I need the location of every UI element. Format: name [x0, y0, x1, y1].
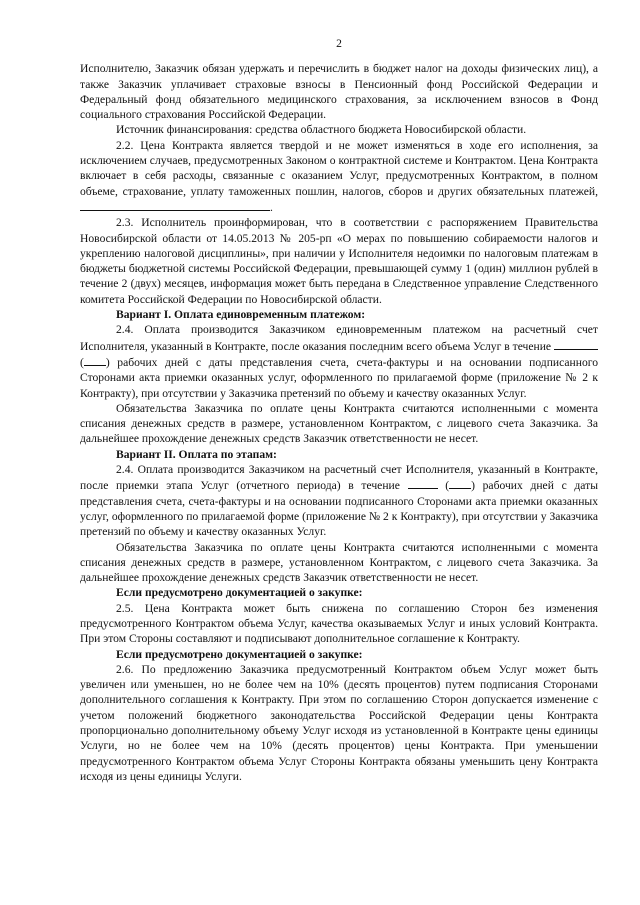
paragraph-taxes: Исполнителю, Заказчик обязан удержать и перечислить в бюджет налог на доходы физических лиц), а также Заказчик уплачивает страховые взносы в Пенсионный фонд Российской Федерации и Федеральный фонд обязательного медицинского страхования, за исключением взносов в Фонд социального страхования Российской Федерации.: [80, 62, 598, 122]
paragraph-obligations-2: Обязательства Заказчика по оплате цены Контракта считаются исполненными с момента списания денежных средств в размере, установленном Контрактом, с лицевого счета Заказчика. За дальнейшее прохождение денежных средств Заказчик ответственности не несет.: [80, 540, 598, 585]
variant-2-heading: Вариант II. Оплата по этапам:: [116, 447, 277, 461]
paragraph-2-2: 2.2. Цена Контракта является твердой и не может изменяться в ходе его исполнения, за исключением случаев, предусмотренных Законом о контрактной системе и Контрактом. Цена Контракта включает в себя расходы, связанные с оказанием Услуг, предусмотренных Контрактом, в полном объеме, страхование, уплату таможенных пошлин, налогов, сборов и других обязательных платежей, .: [80, 138, 598, 214]
blank-field: [80, 199, 270, 211]
conditional-heading-1: Если предусмотрено документацией о закупке:: [116, 586, 363, 600]
conditional-heading-2: Если предусмотрено документацией о закупке:: [116, 647, 363, 661]
paragraph-2-6: 2.6. По предложению Заказчика предусмотренный Контрактом объем Услуг может быть увеличен или уменьшен, но не более чем на 10% (десять процентов) путем подписания Сторонами дополнительного соглашения к Контракту. При этом по соглашению Сторон допускается изменение с учетом положений бюджетного законодательства Российской Федерации цены Контракта пропорционально дополнительному объему Услуг исходя из установленной в Контракте цены единицы Услуги, но не более чем на 10% (десять процентов) цены Контракта. При уменьшении предусмотренного Контрактом объема Услуг Стороны Контракта обязаны уменьшить цену Контракта исходя из цены единицы Услуги.: [80, 662, 598, 783]
paragraph-obligations-1: Обязательства Заказчика по оплате цены Контракта считаются исполненными с момента списания денежных средств в размере, установленном Контрактом, с лицевого счета Заказчика. За дальнейшее прохождение денежных средств Заказчик ответственности не несет.: [80, 401, 598, 446]
blank-days-number: [84, 354, 106, 366]
paragraph-2-4-variant-2: 2.4. Оплата производится Заказчиком на расчетный счет Исполнителя, указанный в Контракте, после приемки этапа Услуг (отчетного периода) в течение ( ) рабочих дней с даты представления счета, счета-фактуры и на основании подписанного Сторонами акта приемки оказанных услуг, оформленного по прилагаемой форме (приложение № 2 к Контракту), при отсутствии у Заказчика претензий по объему и качеству оказанных Услуг.: [80, 463, 598, 539]
paragraph-2-4-v1-text-a: 2.4. Оплата производится Заказчиком единовременным платежом на расчетный счет Исполнителя, указанный в Контракте, после оказания последним всего объема Услуг в течение: [80, 323, 598, 353]
blank-days-number: [449, 477, 471, 489]
blank-days-words: [408, 477, 438, 489]
paragraph-2-4-v2-text-b: рабочих дней с даты представления счета, счета-фактуры и на основании подписанного Сторонами акта приемки оказанных услуг, оформленного по прилагаемой форме (приложение № 2 к Контракту), при отсутствии у Заказчика претензий по объему и качеству оказанных Услуг.: [80, 479, 598, 539]
paragraph-2-4-v2-text-a: 2.4. Оплата производится Заказчиком на расчетный счет Исполнителя, указанный в Контракте, после приемки этапа Услуг (отчетного периода) в течение: [80, 463, 598, 493]
paragraph-2-4-variant-1: 2.4. Оплата производится Заказчиком единовременным платежом на расчетный счет Исполнителя, указанный в Контракте, после оказания последним всего объема Услуг в течение ( ) рабочих дней с даты представления счета, счета-фактуры и на основании подписанного Сторонами акта приемки оказанных услуг, оформленного по прилагаемой форме (приложение № 2 к Контракту), при отсутствии у Заказчика претензий по объему и качеству оказанных Услуг.: [80, 323, 599, 400]
paragraph-2-5: 2.5. Цена Контракта может быть снижена по соглашению Сторон без изменения предусмотренного Контрактом объема Услуг, качества оказываемых Услуг и иных условий Контракта. При этом Стороны составляют и подписывают дополнительное соглашение к Контракту.: [80, 601, 598, 646]
blank-days-words: [554, 338, 598, 350]
paragraph-2-3: 2.3. Исполнитель проинформирован, что в соответствии с распоряжением Правительства Новосибирской области от 14.05.2013 № 205-рп «О мерах по повышению собираемости налогов и укреплению налоговой дисциплины», при наличии у Исполнителя недоимки по налоговым платежам в бюджеты бюджетной системы Российской Федерации, превышающей сумму 1 (один) миллион рублей в течение 2 (двух) месяцев, информация может быть передана в Следственное управление Следственного комитета Российской Федерации по Новосибирской области.: [80, 216, 598, 306]
paragraph-2-4-v1-text-b: рабочих дней с даты представления счета, счета-фактуры и на основании подписанного Сторонами акта приемки оказанных услуг, оформленного по прилагаемой форме (приложение № 2 к Контракту), при отсутствии у Заказчика претензий по объему и качеству оказанных Услуг.: [80, 355, 599, 400]
variant-1-heading: Вариант I. Оплата единовременным платежом:: [116, 308, 366, 322]
paragraph-2-2-text: 2.2. Цена Контракта является твердой и не может изменяться в ходе его исполнения, за исключением случаев, предусмотренных Законом о контрактной системе и Контрактом. Цена Контракта включает в себя расходы, связанные с оказанием Услуг, предусмотренных Контрактом, в полном объеме, страхование, уплату таможенных пошлин, налогов, сборов и других обязательных платежей,: [80, 138, 598, 198]
paragraph-funding-source: Источник финансирования: средства областного бюджета Новосибирской области.: [116, 123, 527, 137]
page-number: 2: [336, 37, 342, 50]
